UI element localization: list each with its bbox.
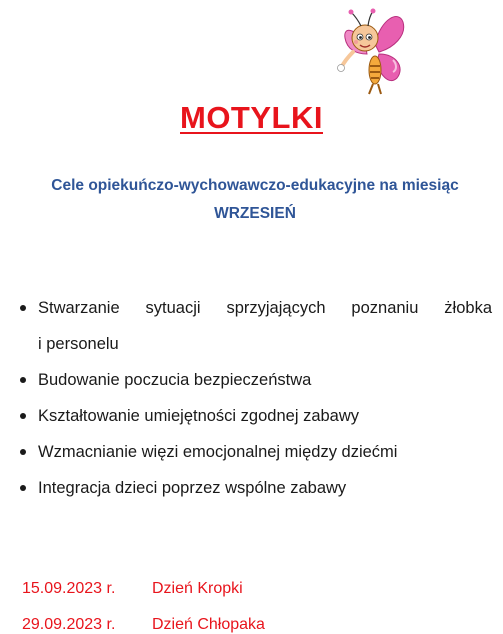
bullet-icon [20,377,26,383]
bullet-icon [20,413,26,419]
list-item [18,434,492,470]
event-date: 29.09.2023 r. [22,616,116,633]
goal-text-continuation: i personelu [38,335,119,353]
subtitle: Cele opiekuńczo-wychowawczo-edukacyjne na miesiąc [51,177,459,194]
event-name: Dzień Chłopaka [152,616,265,633]
event-name: Dzień Kropki [152,580,243,597]
goal-text: Kształtowanie umiejętności zgodnej zabawy [38,407,360,425]
list-item [18,398,492,434]
list-item [18,362,492,398]
goal-text: Budowanie poczucia bezpieczeństwa [38,371,312,389]
event-date: 15.09.2023 r. [22,580,116,597]
list-item [18,470,492,506]
goal-text: Integracja dzieci poprzez wspólne zabawy [38,479,347,497]
title-text: MOTYLKI [180,100,323,135]
goal-text: Stwarzanie sytuacji sprzyjających poznaniu żłobka [38,299,492,317]
bullet-icon [20,485,26,491]
goal-text: Wzmacnianie więzi emocjonalnej między dziećmi [38,443,398,461]
butterfly-icon [335,8,407,100]
page-title [0,100,503,136]
bullet-icon [20,305,26,311]
goals-list [18,290,492,506]
bullet-icon [20,449,26,455]
month-label: WRZESIEŃ [214,205,296,222]
list-item [18,290,492,362]
